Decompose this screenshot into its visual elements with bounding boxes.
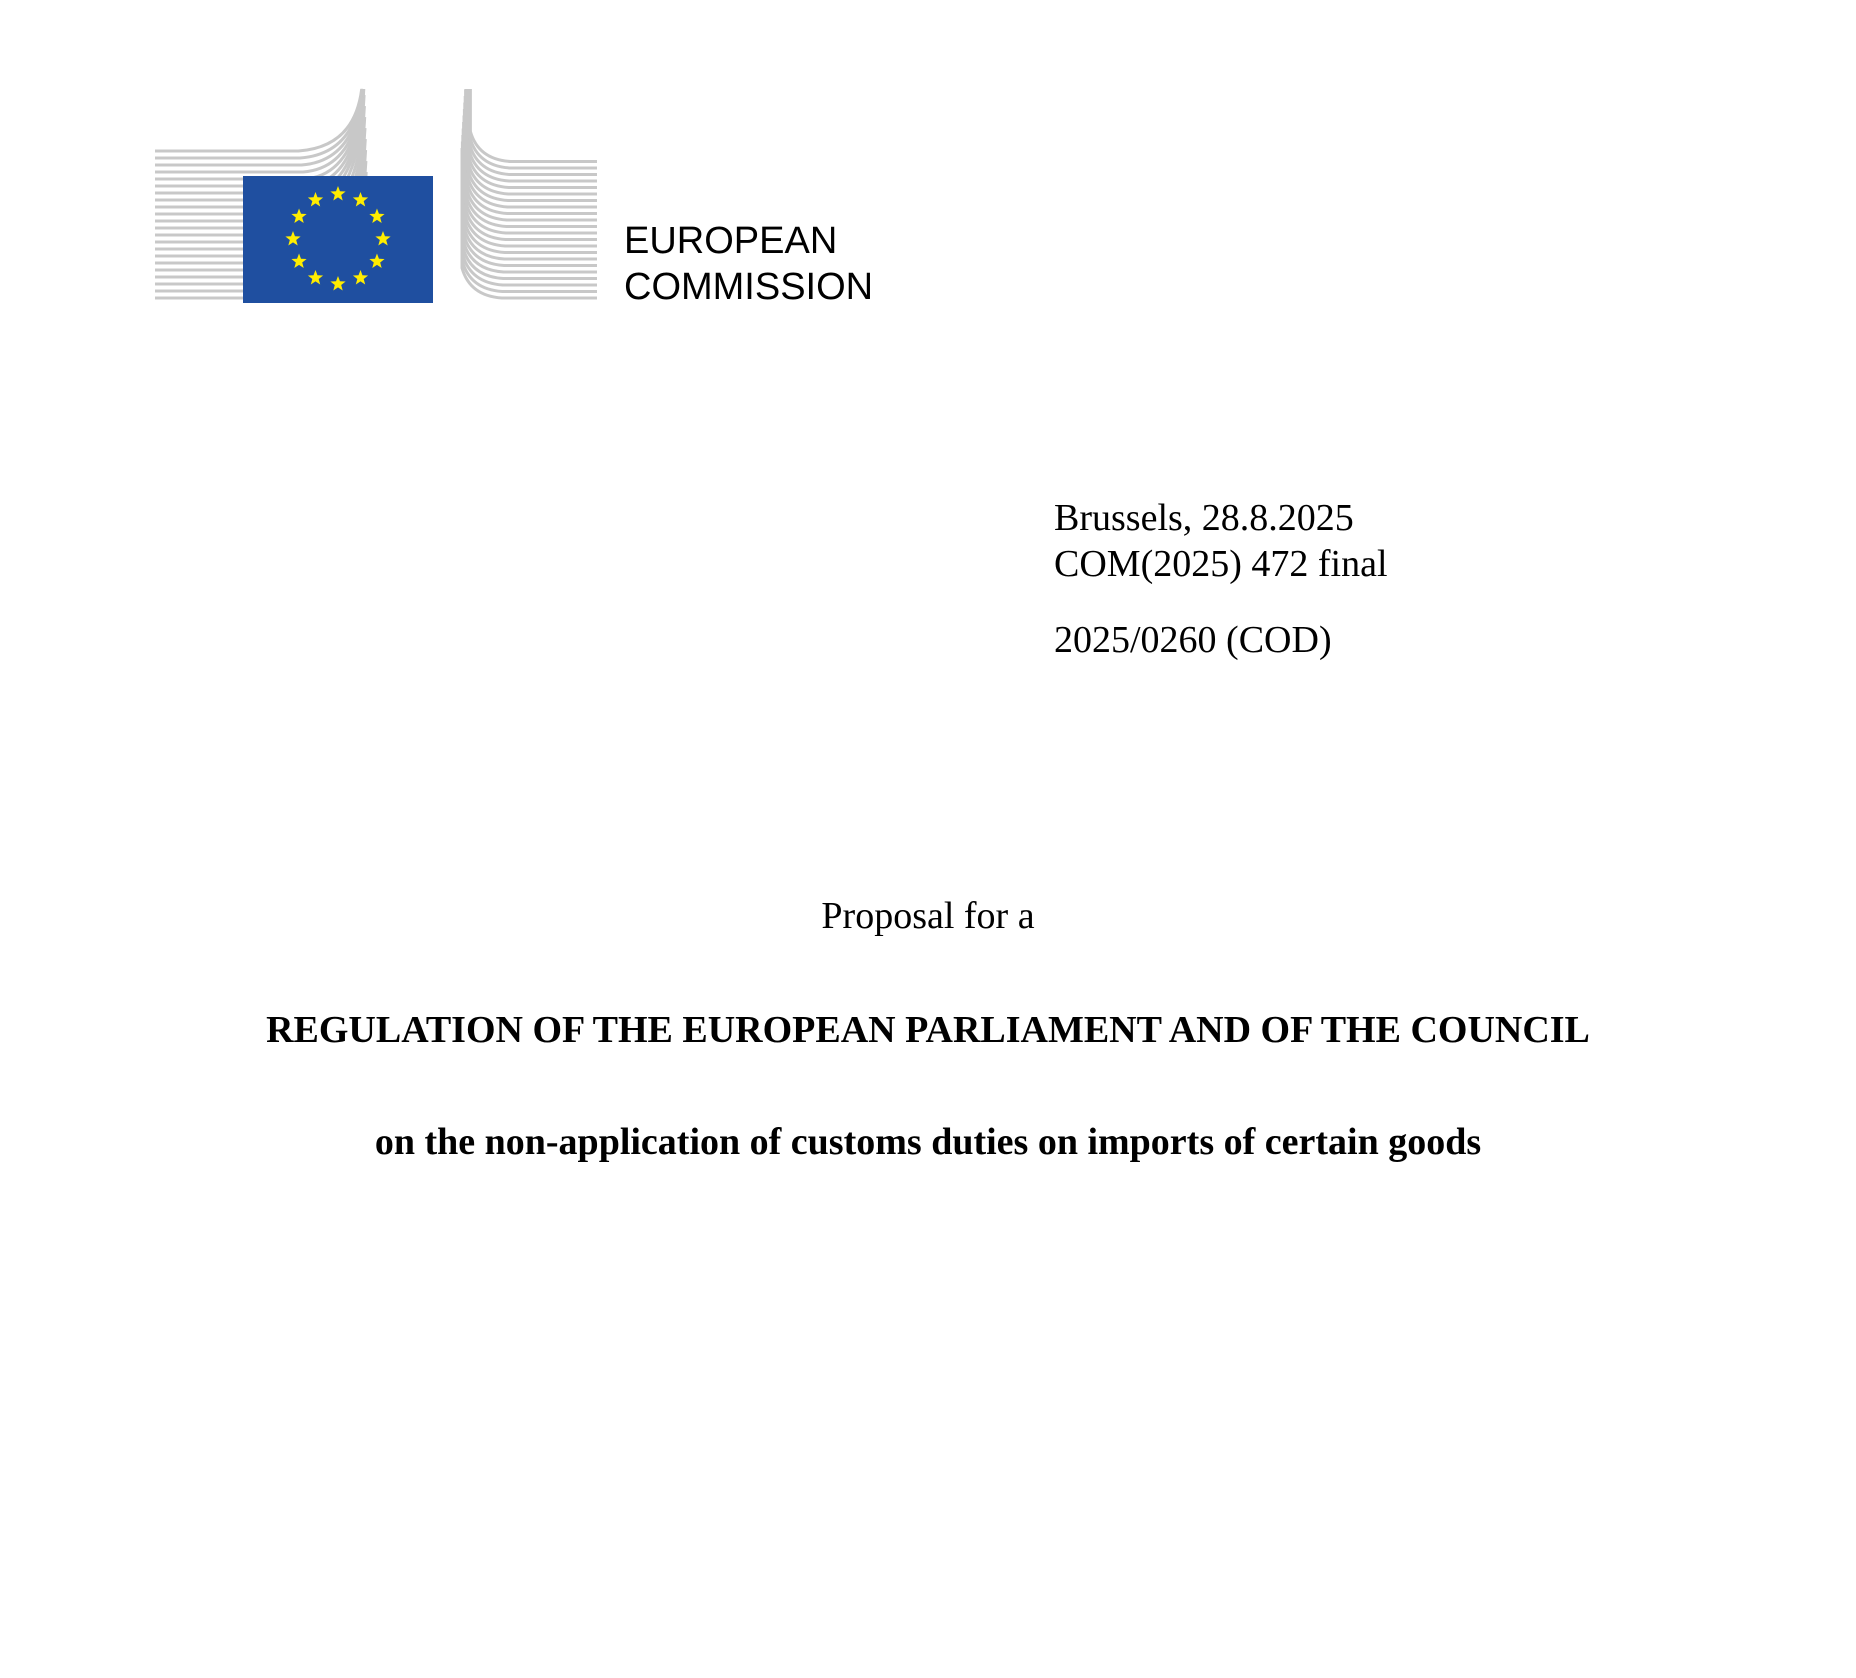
com-reference: COM(2025) 472 final [1054, 543, 1388, 585]
document-meta [1054, 495, 1388, 663]
proposal-heading: Proposal for a [821, 895, 1035, 937]
regulation-title: REGULATION OF THE EUROPEAN PARLIAMENT AND OF THE COUNCIL [266, 1009, 1590, 1051]
regulation-subject: on the non-application of customs duties on imports of certain goods [374, 1121, 1482, 1163]
document-date: Brussels, 28.8.2025 [1054, 497, 1354, 539]
logo-line-commission: COMMISSION [624, 266, 874, 308]
logo-line-european: EUROPEAN [624, 220, 838, 262]
european-commission-logo [150, 84, 600, 306]
logo-text [624, 218, 873, 310]
procedure-number: 2025/0260 (COD) [1054, 619, 1332, 661]
building-right-icon [462, 89, 597, 298]
